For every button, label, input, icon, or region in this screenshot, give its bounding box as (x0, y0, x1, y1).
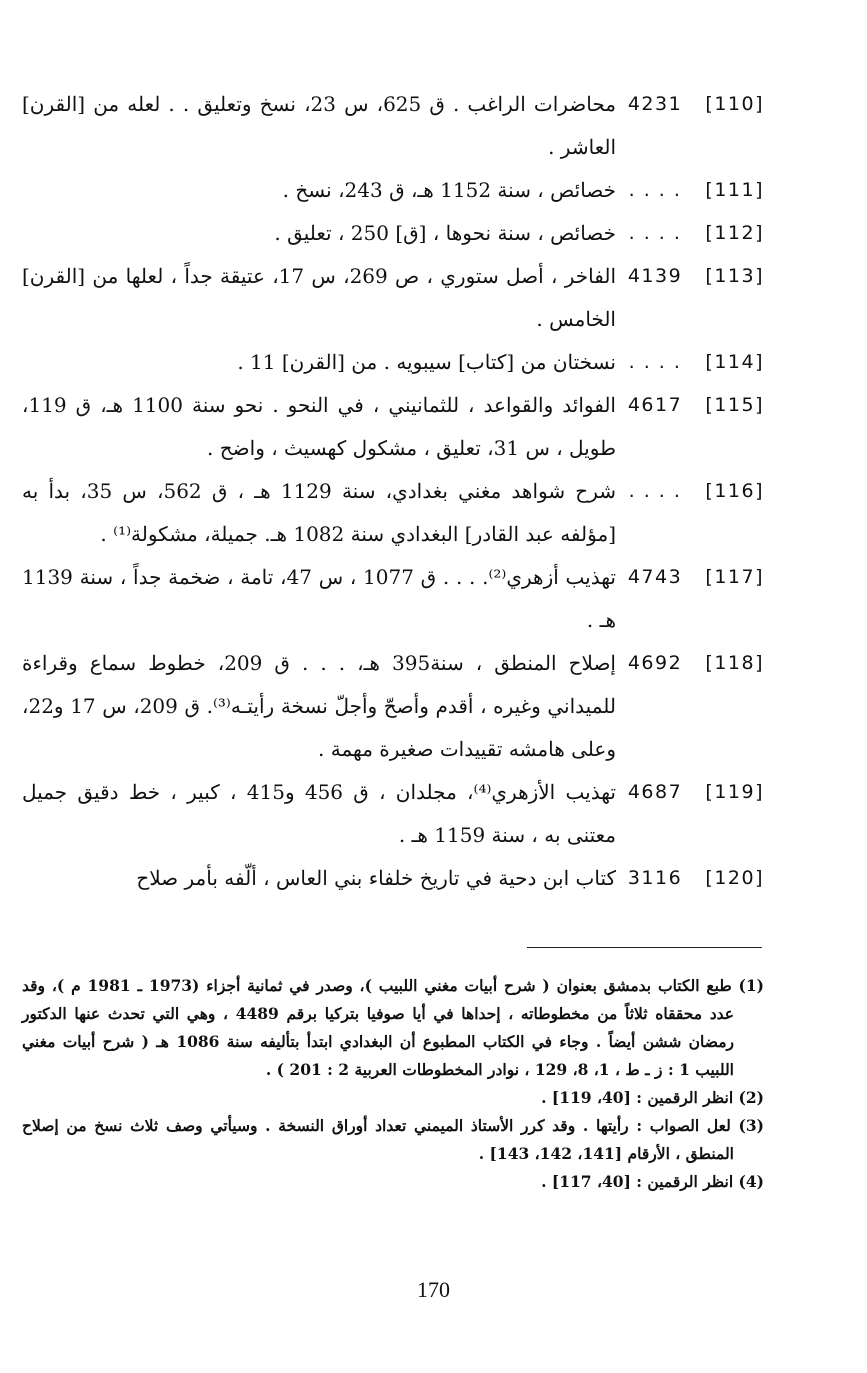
entry-112 (22, 212, 764, 255)
entry-111 (22, 169, 764, 212)
footnote-divider (527, 947, 762, 948)
entry-113 (22, 255, 764, 341)
entry-code: . . . . (628, 222, 682, 244)
entry-text: خصائص ، سنة نحوها ، [ق] 250 ، تعليق . (274, 221, 616, 245)
entry-code: 4692 (627, 652, 683, 674)
entry-number: [111] (705, 179, 764, 201)
entry-code: 3116 (627, 867, 683, 889)
entry-number: [112] (705, 222, 764, 244)
footnote-2: (2) انظر الرقمين : [40، 119] . (541, 1088, 764, 1107)
entry-code: . . . . (628, 179, 682, 201)
entry-code: 4687 (627, 781, 683, 803)
entry-text: الفوائد والقواعد ، للثمانيني ، في النحو . نحو سنة 1100 هـ، ق 119، طويل ، س 31، تعليق ، مشكول كهسيث ، واضح . (22, 393, 616, 460)
entry-number: [110] (705, 93, 764, 115)
entry-text: تهذيب أزهري⁽²⁾. . . . ق 1077 ، س 47، تامة ، ضخمة جداً ، سنة 1139 هـ . (22, 565, 616, 632)
entry-text: إصلاح المنطق ، سنة395 هـ، . . . ق 209، خطوط سماع وقراءة للميداني وغيره ، أقدم وأصحّ وأجلّ نسخة رأيتـه⁽³⁾. ق 209، س 17 و22، وعلى هامشه تقييدات صغيرة مهمة . (22, 651, 616, 761)
entry-120 (22, 857, 764, 900)
footnotes (22, 972, 764, 1196)
entry-text: خصائص ، سنة 1152 هـ، ق 243، نسخ . (282, 178, 616, 202)
entry-119 (22, 771, 764, 857)
entry-code: 4231 (627, 93, 683, 115)
entry-110 (22, 83, 764, 169)
entry-text: كتاب ابن دحية في تاريخ خلفاء بني العاس ، ألّفه بأمر صلاح (136, 866, 616, 890)
entry-117 (22, 556, 764, 642)
entry-115 (22, 384, 764, 470)
entry-text: محاضرات الراغب . ق 625، س 23، نسخ وتعليق . . لعله من [القرن] العاشر . (22, 92, 616, 159)
entry-number: [113] (705, 265, 764, 287)
entry-number: [117] (705, 566, 764, 588)
entry-116 (22, 470, 764, 556)
entry-number: [120] (705, 867, 764, 889)
entry-number: [114] (705, 351, 764, 373)
entry-number: [118] (705, 652, 764, 674)
page-number: 170 (417, 1277, 450, 1302)
entry-text: الفاخر ، أصل ستوري ، ص 269، س 17، عتيقة جداً ، لعلها من [القرن] الخامس . (22, 264, 617, 331)
entry-code: . . . . (628, 351, 682, 373)
footnote-3: (3) لعل الصواب : رأيتها . وقد كرر الأستاذ الميمني تعداد أوراق النسخة . وسيأتي وصف ثلاث نسخ من إصلاح المنطق ، الأرقام [141، 142، 143] . (22, 1116, 764, 1163)
footnote-4: (4) انظر الرقمين : [40، 117] . (541, 1172, 764, 1191)
entry-text: تهذيب الأزهري⁽⁴⁾، مجلدان ، ق 456 و415 ، كبير ، خط دقيق جميل معتنى به ، سنة 1159 هـ . (22, 780, 616, 847)
entry-number: [119] (705, 781, 764, 803)
entry-code: 4743 (627, 566, 683, 588)
entry-code: . . . . (628, 480, 682, 502)
entry-text: شرح شواهد مغني بغدادي، سنة 1129 هـ ، ق 562، س 35، بدأ به [مؤلفه عبد القادر] البغدادي سنة 1082 هـ. جميلة، مشكولة⁽¹⁾ . (22, 479, 616, 546)
footnote-1: (1) طبع الكتاب بدمشق بعنوان ( شرح أبيات مغني اللبيب )، وصدر في ثمانية أجزاء (1973 ـ 1981 م )، وقد عدد محققاه ثلاثاً من مخطوطاته ، إحداها في أيا صوفيا بتركيا برقم 4489 ، وهي التي تحدث عنها الدكتور رمضان ششن أيضاً . وجاء في الكتاب المطبوع أن البغدادي ابتدأ بتأليفه سنة 1086 هـ ( شرح أبيات مغني اللبيب 1 : ز ـ ط ، 1، 8، 129 ، نوادر المخطوطات العربية 2 : 201 ) . (22, 976, 764, 1079)
entry-number: [116] (705, 480, 764, 502)
entry-118 (22, 642, 764, 771)
entry-text: نسختان من [كتاب] سيبويه . من [القرن] 11 . (237, 350, 616, 374)
entry-code: 4617 (627, 394, 683, 416)
entry-114 (22, 341, 764, 384)
entry-code: 4139 (627, 265, 683, 287)
entries-list (22, 83, 764, 900)
entry-number: [115] (705, 394, 764, 416)
